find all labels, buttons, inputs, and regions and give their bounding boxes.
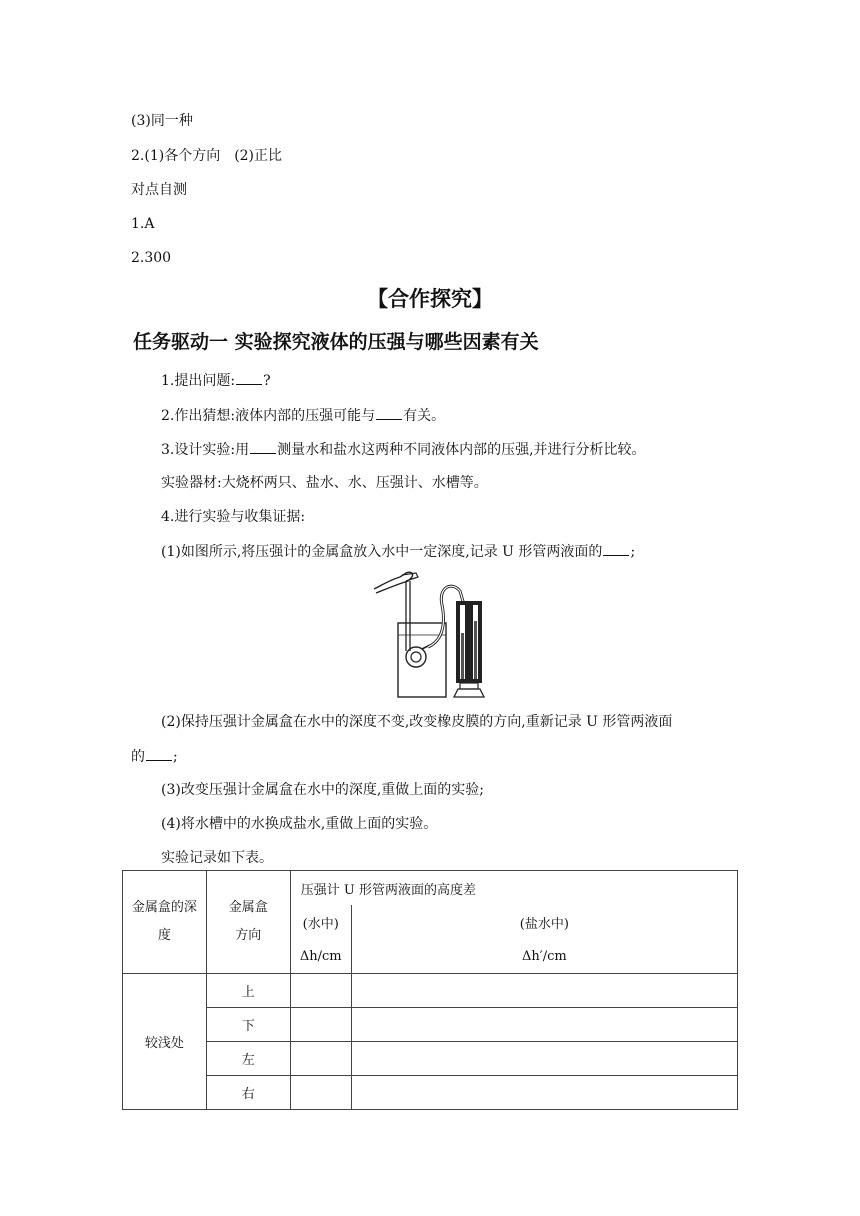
header-direction bbox=[206, 871, 290, 974]
procedure-2-prefix: 的 bbox=[131, 749, 145, 765]
procedure-1-prefix: (1)如图所示,将压强计的金属盒放入水中一定深度,记录 U 形管两液面的 bbox=[161, 544, 603, 560]
step-1-suffix: ? bbox=[263, 373, 271, 389]
record-note: 实验记录如下表。 bbox=[161, 850, 273, 866]
direction-cell: 上 bbox=[206, 974, 290, 1008]
depth-shallow: 较浅处 bbox=[123, 974, 207, 1110]
salt-value-cell bbox=[351, 1008, 737, 1042]
step-4: 4.进行实验与收集证据: bbox=[161, 509, 306, 525]
materials-line: 实验器材:大烧杯两只、盐水、水、压强计、水槽等。 bbox=[161, 475, 488, 491]
answer-line-5: 2.300 bbox=[131, 250, 172, 266]
header-direction-text: 金属盒方向 bbox=[228, 900, 268, 943]
procedure-4: (4)将水槽中的水换成盐水,重做上面的实验。 bbox=[161, 816, 438, 832]
step-3-suffix: 测量水和盐水这两种不同液体内部的压强,并进行分析比较。 bbox=[277, 442, 646, 458]
direction-cell: 右 bbox=[206, 1076, 290, 1110]
step-3-prefix: 3.设计实验:用 bbox=[161, 442, 250, 458]
header-salt-line2: Δh′/cm bbox=[351, 939, 737, 974]
procedure-2-line-2 bbox=[131, 746, 178, 767]
header-depth-text: 金属盒的深度 bbox=[131, 900, 197, 943]
procedure-2-suffix: ; bbox=[173, 749, 178, 765]
answer-line-2: 2.(1)各个方向 (2)正比 bbox=[131, 148, 283, 164]
header-salt-line1: (盐水中) bbox=[351, 905, 737, 939]
step-3 bbox=[161, 439, 646, 460]
water-value-cell bbox=[290, 974, 351, 1008]
experiment-record-table bbox=[122, 870, 738, 1110]
salt-value-cell bbox=[351, 974, 737, 1008]
procedure-3: (3)改变压强计金属盒在水中的深度,重做上面的实验; bbox=[161, 782, 484, 798]
blank-3 bbox=[250, 439, 276, 454]
header-depth bbox=[123, 871, 207, 974]
step-2-suffix: 有关。 bbox=[403, 408, 446, 424]
salt-value-cell bbox=[351, 1076, 737, 1110]
blank-4 bbox=[603, 541, 629, 556]
step-2-prefix: 2.作出猜想:液体内部的压强可能与 bbox=[161, 408, 376, 424]
direction-cell: 左 bbox=[206, 1042, 290, 1076]
pressure-gauge-illustration bbox=[372, 565, 492, 699]
salt-value-cell bbox=[351, 1042, 737, 1076]
procedure-1-suffix: ; bbox=[630, 544, 636, 560]
answer-line-4: 1.A bbox=[131, 216, 155, 232]
water-value-cell bbox=[290, 1042, 351, 1076]
apparatus-figure bbox=[372, 565, 492, 703]
blank-5 bbox=[146, 746, 172, 761]
task-heading: 任务驱动一 实验探究液体的压强与哪些因素有关 bbox=[133, 331, 539, 353]
step-2 bbox=[161, 405, 445, 426]
step-1 bbox=[161, 370, 271, 391]
header-water-line2: Δh/cm bbox=[290, 939, 351, 974]
answer-line-1: (3)同一种 bbox=[131, 113, 193, 129]
water-value-cell bbox=[290, 1076, 351, 1110]
procedure-1 bbox=[161, 541, 635, 562]
direction-cell: 下 bbox=[206, 1008, 290, 1042]
section-heading: 【合作探究】 bbox=[367, 287, 493, 311]
water-value-cell bbox=[290, 1008, 351, 1042]
blank-2 bbox=[376, 405, 402, 420]
blank-1 bbox=[236, 370, 262, 385]
procedure-2-line-1: (2)保持压强计金属盒在水中的深度不变,改变橡皮膜的方向,重新记录 U 形管两液面 bbox=[161, 714, 673, 730]
header-height-difference: 压强计 U 形管两液面的高度差 bbox=[290, 871, 737, 906]
step-1-prefix: 1.提出问题: bbox=[161, 373, 236, 389]
header-water-line1: (水中) bbox=[290, 905, 351, 939]
answer-line-3: 对点自测 bbox=[131, 182, 187, 198]
